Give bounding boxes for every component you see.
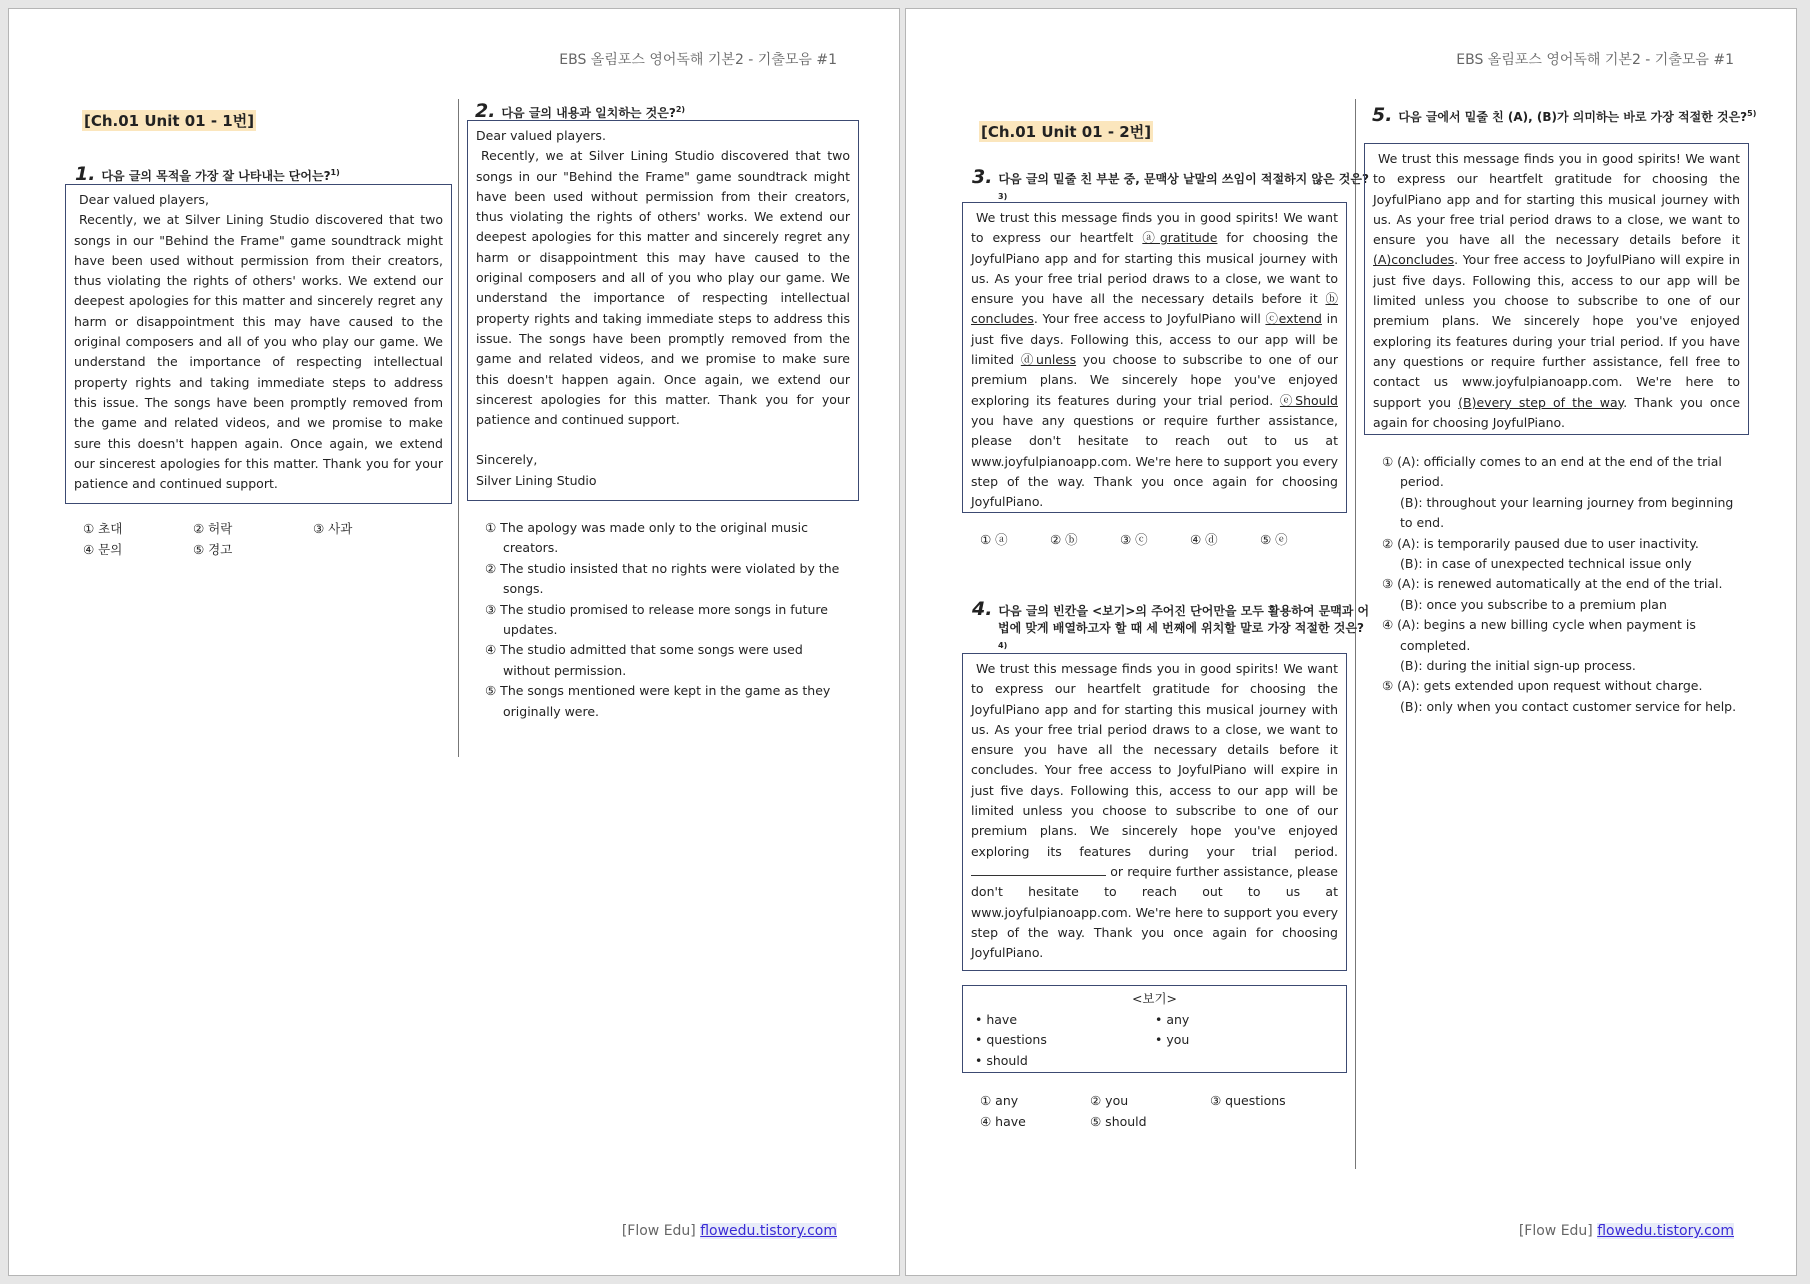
option-1[interactable]: ① 초대 <box>83 521 123 536</box>
option-2[interactable]: ② you <box>1090 1093 1129 1108</box>
passage-greeting: Dear valued players. <box>476 128 606 143</box>
passage-body <box>971 659 1338 963</box>
question-2-title <box>475 101 865 122</box>
option-b-text: (B): in case of unexpected technical issue only <box>1400 556 1692 572</box>
option-3[interactable]: ③ questions <box>1210 1093 1286 1108</box>
underlined-b: ⓑ concludes <box>971 291 1338 327</box>
passage-body: Recently, we at Silver Lining Studio discovered that two songs in our "Behind the Frame" game soundtrack might have been used without permission from their creators, thus violating the rights of others' works. We extend our deepest apologies for this matter and sincerely regret any harm or disappointment this may have caused to the original composers and all of you who play our game. We understand the importance of respecting intellectual property rights and taking immediate steps to address this issue. The songs have been promptly removed from the game and related videos, and we promise to make sure this doesn't happen again. Once again, we extend our sincerest apologies for this matter. Thank you for your patience and continued support. <box>74 212 443 492</box>
unit-label: [Ch.01 Unit 01 - 1번] <box>84 112 255 130</box>
option-a-text: ④ (A): begins a new billing cycle when payment is completed. <box>1382 617 1696 653</box>
option-5[interactable]: ⑤ 경고 <box>193 542 233 557</box>
option-5[interactable] <box>1382 676 1744 717</box>
option-a-text: ③ (A): is renewed automatically at the end of the trial. <box>1382 576 1723 592</box>
option-5[interactable]: ⑤ ⓔ <box>1260 532 1288 547</box>
question-1-options <box>83 519 443 563</box>
underlined-e: ⓔShould <box>1279 392 1338 408</box>
question-number: 2. <box>475 100 496 122</box>
underlined-c: ⓒextend <box>1265 311 1322 327</box>
passage-signature: Silver Lining Studio <box>476 472 597 488</box>
bogi-word: • questions <box>975 1032 1047 1047</box>
bogi-words <box>975 1010 1334 1072</box>
question-text: 다음 글에서 밑줄 친 (A), (B)가 의미하는 바로 가장 적절한 것은? <box>1398 110 1748 124</box>
passage-text: in just five days. Following this, access to our app will be limited <box>971 311 1338 368</box>
option-5[interactable]: ⑤ should <box>1090 1114 1147 1129</box>
column-divider <box>458 99 459 757</box>
option-3[interactable] <box>1382 574 1744 615</box>
passage-text: We trust this message finds you in good spirits! We want to express our heartfelt <box>971 210 1338 246</box>
option-4[interactable] <box>1382 615 1744 676</box>
passage-text: . Your free access to JoyfulPiano will expire in just five days. Following this, access to our app will be limited unless you choose to subscribe to one of our premium plans. We sincerely hope you've enjoyed exploring its features during your trial period. If you have any questions or require further assistance, fell free to contact us www.joyfulpianoapp.com. We're here to support you <box>1373 252 1740 410</box>
question-number: 4. <box>972 598 993 620</box>
page-footer <box>622 1223 837 1239</box>
option-a-text: ② (A): is temporarily paused due to user inactivity. <box>1382 535 1699 551</box>
option-2[interactable]: ② The studio insisted that no rights were violated by the songs. <box>485 560 840 597</box>
option-a-text: ⑤ (A): gets extended upon request without charge. <box>1382 678 1703 694</box>
question-1-title <box>75 164 455 185</box>
question-5-passage <box>1364 143 1749 435</box>
footnote-mark: 4) <box>998 641 1008 650</box>
question-2-passage <box>467 120 859 501</box>
option-1[interactable]: ① The apology was made only to the original music creators. <box>485 520 808 556</box>
question-text: 다음 글의 목적을 가장 잘 나타내는 단어는? <box>101 169 331 183</box>
passage-text: for choosing the JoyfulPiano app and for starting this musical journey with us. As your free trial period draws to a close, we want to ensure you have all the necessary details before it <box>971 230 1338 307</box>
underlined-a: ⓐgratitude <box>1142 230 1218 246</box>
question-4-passage <box>962 653 1347 971</box>
underlined-a: (A)concludes <box>1373 252 1455 268</box>
question-4-title <box>972 598 1373 658</box>
passage-text: . Thank you once again for choosing JoyfulPiano. <box>1373 394 1741 430</box>
passage-body <box>971 208 1338 512</box>
question-number: 5. <box>1372 104 1393 126</box>
passage-text: . Your free access to JoyfulPiano will <box>1033 311 1266 327</box>
option-1[interactable]: ① ⓐ <box>980 532 1008 547</box>
left-page <box>8 8 900 1276</box>
option-1[interactable]: ① any <box>980 1093 1019 1108</box>
underlined-b: (B)every step of the way <box>1458 394 1624 410</box>
option-4[interactable]: ④ 문의 <box>83 542 123 557</box>
passage-closing: Sincerely, <box>476 452 538 468</box>
footer-prefix: [Flow Edu] <box>1518 1223 1593 1239</box>
option-4[interactable]: ④ have <box>980 1114 1026 1129</box>
question-text: 다음 글의 빈칸을 <보기>의 주어진 단어만을 모두 활용하여 문맥과 어법에 맞게 배열하고자 할 때 세 번째에 위치할 말로 가장 적절한 것은? <box>998 604 1370 635</box>
passage-greeting: Dear valued players, <box>79 192 209 207</box>
question-5-options <box>1382 452 1744 717</box>
passage-text: We trust this message finds you in good spirits! We want to express our heartfelt gratitude for choosing the JoyfulPiano app and for starting this musical journey with us. As your free trial period draws to a close, we want to ensure you have all the necessary details before it <box>1373 151 1740 248</box>
option-3[interactable]: ③ 사과 <box>313 521 353 536</box>
right-page <box>905 8 1797 1276</box>
passage-text: or require further assistance, please don't hesitate to reach out to us at www.joyfulpianoapp.com. We're here to support you every step of the way. Thank you once again for choosing JoyfulPiano. <box>971 863 1338 961</box>
passage-body: Recently, we at Silver Lining Studio discovered that two songs in our "Behind the Frame" game soundtrack might have been used without permission from their creators, thus violating the rights of others' works. We extend our deepest apologies for this matter and sincerely regret any harm or disappointment this may have caused to the original composers and all of you who play our game. We understand the importance of respecting intellectual property rights and taking immediate steps to address this issue. The songs have been promptly removed from the game and related videos, and we promise to make sure this doesn't happen again. Once again, we extend our sincerest apologies for this matter. Thank you for your patience and continued support. <box>476 148 850 428</box>
underlined-d: ⓓunless <box>1020 352 1077 368</box>
option-2[interactable]: ② 허락 <box>193 521 233 536</box>
passage-text: We trust this message finds you in good spirits! We want to express our heartfelt gratitude for choosing the JoyfulPiano app and for starting this musical journey with us. As your free trial period draws to a close, we want to ensure you have all the necessary details before it concludes. Your free access to JoyfulPiano will expire in just five days. Following this, access to our app will be limited unless you choose to subscribe to one of our premium plans. We sincerely hope you've enjoyed exploring its features during your trial period. <box>971 661 1338 859</box>
footer-link[interactable]: flowedu.tistory.com <box>1597 1223 1734 1239</box>
bogi-word: • should <box>975 1052 1028 1068</box>
question-2-options <box>485 518 845 722</box>
question-text: 다음 글의 밑줄 친 부분 중, 문맥상 낱말의 쓰임이 적절하지 않은 것은? <box>998 172 1369 186</box>
page-header: EBS 올림포스 영어독해 기본2 - 기출모음 #1 <box>1456 52 1734 68</box>
option-1[interactable] <box>1382 452 1744 534</box>
passage-body <box>1373 149 1740 433</box>
footnote-mark: 3) <box>998 192 1008 201</box>
option-b-text: (B): once you subscribe to a premium plan <box>1400 596 1667 612</box>
question-4-options <box>980 1091 1340 1135</box>
passage-text: you choose to subscribe to one of our premium plans. We sincerely hope you've enjoyed exploring its features during your trial period. <box>971 352 1338 408</box>
question-number: 3. <box>972 166 993 188</box>
bogi-word: • have <box>975 1011 1018 1027</box>
option-b-text: (B): during the initial sign-up process. <box>1400 658 1636 674</box>
option-b-text: (B): only when you contact customer service for help. <box>1400 698 1737 714</box>
question-5-title <box>1372 105 1778 126</box>
option-2[interactable] <box>1382 534 1744 575</box>
option-4[interactable]: ④ The studio admitted that some songs were used without permission. <box>485 642 803 678</box>
option-a-text: ① (A): officially comes to an end at the end of the trial period. <box>1382 454 1722 490</box>
question-text: 다음 글의 내용과 일치하는 것은? <box>501 106 676 120</box>
page-header: EBS 올림포스 영어독해 기본2 - 기출모음 #1 <box>559 52 837 68</box>
bogi-box <box>962 985 1347 1073</box>
unit-label: [Ch.01 Unit 01 - 2번] <box>981 123 1152 141</box>
footer-link[interactable]: flowedu.tistory.com <box>700 1223 837 1239</box>
option-4[interactable]: ④ ⓓ <box>1190 532 1218 547</box>
option-3[interactable]: ③ ⓒ <box>1120 532 1148 547</box>
question-3-passage <box>962 202 1347 513</box>
question-1-passage <box>65 184 452 504</box>
footnote-mark: 2) <box>675 105 686 114</box>
option-3[interactable]: ③ The studio promised to release more songs in future updates. <box>485 601 828 638</box>
footnote-mark: 1) <box>330 168 340 177</box>
question-3-options <box>980 530 1340 552</box>
page-footer <box>1519 1223 1734 1239</box>
answer-blank <box>971 863 1106 876</box>
passage-text: you have any questions or require further assistance, please don't hesitate to reach out to us at www.joyfulpianoapp.com. We're here to support you every step of the way. Thank you once again for choosing JoyfulPiano. <box>971 412 1338 510</box>
footer-prefix: [Flow Edu] <box>621 1223 696 1239</box>
bogi-word: • you <box>1155 1032 1190 1047</box>
option-5[interactable]: ⑤ The songs mentioned were kept in the game as they originally were. <box>485 683 831 719</box>
bogi-title: <보기> <box>1131 991 1178 1006</box>
footnote-mark: 5) <box>1747 109 1757 118</box>
option-b-text: (B): throughout your learning journey from beginning to end. <box>1400 494 1734 531</box>
option-2[interactable]: ② ⓑ <box>1050 532 1078 547</box>
question-number: 1. <box>75 163 96 185</box>
bogi-word: • any <box>1155 1011 1190 1027</box>
